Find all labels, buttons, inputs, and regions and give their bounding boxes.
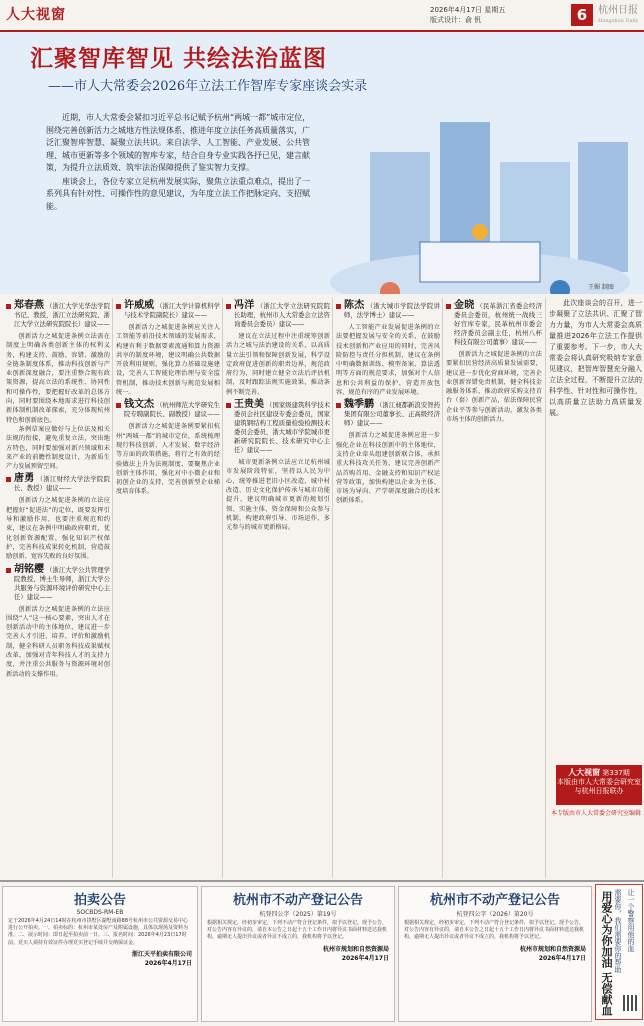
ad-date: 2026年4月17日 bbox=[538, 954, 586, 962]
body-paragraph: 条例草案应做好与上位法及相关法规的衔接，避免重复立法，突出地方特色，同时要加强对新兴领域和未来产业的前瞻性制度设计，为新质生产力发展预留空间。 bbox=[6, 425, 110, 471]
illustration-credit: 王媚 制图 bbox=[588, 284, 614, 291]
box-title: 人大视窗 bbox=[568, 768, 601, 777]
expert-name: 郑春燕 bbox=[14, 300, 45, 311]
body-paragraph: 创新活力之城促进条例应关注人工智能等前沿技术领域的发展需求，构建有利于数据要素流通和算力资源共享的制度环境，建议明确公共数据开放利用规则，强化算力基础设施建设，完善人工智能伦理治理与安全监管机制，推动技术创新与规范发展相统一。 bbox=[116, 324, 220, 397]
ad-number: SOCBDS-RM-EB bbox=[76, 909, 124, 916]
expert-heading bbox=[336, 400, 440, 428]
article-column bbox=[116, 298, 220, 878]
body-paragraph: 创新活力之城促进条例的立法应围绕“人”这一核心要素，突出人才在创新活动中的主体地位，建议进一步完善人才引进、培养、评价和激励机制，健全科研人员职务科技成果赋权改革，加强对青年科技人才的支持力度，并注重公共服务与资源环境对创新活动的支撑作用。 bbox=[6, 605, 110, 678]
body-paragraph: 建议在立法过程中注重统筹创新活力之城与法治建设的关系，以高质量立法引领和保障创新发展，科学设定政府促进创新的职责边界，规范政府行为，同时建立健全立法后评估机制，及时跟踪法规实施效果，推动条例不断完善。 bbox=[226, 333, 330, 396]
expert-title: （浙江大学立法研究院院长助理，杭州市人大常委会立法咨询委员会委员）建议—— bbox=[234, 302, 330, 328]
expert-heading bbox=[226, 400, 330, 455]
qr-code-icon bbox=[623, 995, 639, 1011]
lead-paragraph: 座谈会上，各位专家立足杭州发展实际，聚焦立法重点难点，提出了一系列具有针对性、可操作性的意见建议，为年度立法工作把脉定向、支招赋能。 bbox=[46, 176, 310, 211]
body-paragraph: 创新活力之城促进条例要紧扣杭州“两城一都”的城市定位，系统梳理现行科技创新、人才发展、数字经济等方面的政策措施，将行之有效的经验做法上升为法规制度，要聚焦企业创新主体作用，强化对中小微企业和初创企业的支持，完善创新型企业梯度培育体系。 bbox=[116, 423, 220, 496]
paper-name: 杭州日报 bbox=[598, 5, 638, 16]
expert-heading bbox=[6, 565, 110, 602]
expert-title: （浙江昶都新浪安智药集团有限公司董事长、正高级经济师）建议—— bbox=[344, 401, 440, 428]
issue-date: 2026年4月17日 星期五 bbox=[430, 6, 506, 14]
ad-text: 定于2026年4月24日14时在杭州市拱墅区湖墅南路88号杭州市公共资源交易中心进行公开拍卖。一、拍卖标的：杭州市某处房产及附属设施，具体以现场及资料为准。二、展示时间：即日起至拍卖前一日。三、报名时间：2026年4月23日17时前。竞买人须持有效证件办理竞买登记手续并交纳保证金。 bbox=[8, 918, 189, 946]
page-header bbox=[0, 0, 644, 32]
expert-name: 冯洋 bbox=[234, 300, 255, 311]
expert-title: （浙江大学光华法学院书记、教授，浙江立法研究院、浙江大学立法研究院院长）建议—— bbox=[14, 302, 110, 328]
expert-heading bbox=[336, 301, 440, 320]
expert-heading bbox=[226, 301, 330, 329]
expert-heading bbox=[116, 301, 220, 320]
headline-banner bbox=[0, 32, 644, 294]
ad-date: 2026年4月17日 bbox=[144, 959, 192, 967]
expert-name: 魏季鹏 bbox=[344, 399, 375, 411]
illustration bbox=[310, 112, 640, 294]
article-column bbox=[336, 298, 440, 878]
column-divider bbox=[442, 298, 443, 878]
body-paragraph: 城市更新条例立法应立足杭州城市发展阶段特征，坚持以人民为中心，统筹推进老旧小区改造、城中村改造、历史文化保护传承与城市功能提升，建议明确城市更新的规划引领、实施主体、资金保障和公众参与机制，构建政府引导、市场运作、多元参与的城市更新格局。 bbox=[226, 459, 330, 532]
ad-text: 根据相关规定，经初步审定，下列不动产符合登记条件，拟予以登记。现予公告，对公告内容有异议的，请自本公告之日起十五个工作日内将异议书面材料送达我机构。逾期无人提出异议或者异议不成立的，我机构将予以登记。 bbox=[207, 920, 388, 941]
layout-editor: 版式设计：俞 钒 bbox=[430, 16, 482, 24]
promo-line: 让一个警察用他的血 bbox=[627, 889, 635, 952]
ad-title: 拍卖公告 bbox=[73, 893, 126, 908]
ad-title: 杭州市不动产登记公告 bbox=[429, 893, 560, 908]
section-title: 人大视窗 bbox=[6, 7, 66, 23]
expert-name: 许威威 bbox=[124, 300, 155, 311]
ad-number: 杭登四公字（2025）第19号 bbox=[259, 911, 337, 918]
ads-strip bbox=[0, 880, 644, 1026]
expert-name: 唐勇 bbox=[14, 473, 35, 485]
box-issue: 第337期 bbox=[602, 769, 630, 777]
expert-title: （民革浙江省委会经济委员会委员，杭州统一战线三好宫库专家，民革杭州市委会经济委员会副主任，杭州八杯科技有限公司董事）建议—— bbox=[454, 302, 542, 346]
body-paragraph: 创新活力之城促进条例的立法应把握好“促进法”的定位，既要发挥引导和激励作用，也要注重规范和约束，建议在条例中明确政府职责，优化创新资源配置，强化知识产权保护，完善科技成果转化机制，营造鼓励创新、宽容失败的良好氛围。 bbox=[6, 497, 110, 561]
expert-title: （浙大城市学院法学院讲师，法学博士）建议—— bbox=[344, 302, 440, 319]
expert-name: 陈杰 bbox=[344, 300, 365, 311]
ad-text: 根据相关规定，经初步审定，下列不动产符合登记条件，拟予以登记。现予公告，对公告内容有异议的，请自本公告之日起十五个工作日内将异议书面材料送达我机构，逾期无人提出异议或者异议不成立的，我机构将予以登记。 bbox=[404, 920, 585, 941]
expert-title: （杭州师范大学研究生院专聘副院长、副教授）建议—— bbox=[124, 401, 220, 419]
box-note: 本版由市人大常委会研究室与杭州日报联办 bbox=[557, 778, 641, 795]
expert-name: 金晓 bbox=[454, 300, 475, 311]
column-divider bbox=[222, 298, 223, 878]
lead-paragraphs bbox=[46, 112, 316, 214]
expert-heading bbox=[116, 400, 220, 419]
expert-title: （国家级建筑科学技术委员会社区建设专委会委员，国家建筑钢结构工程质量检验检测技术委员会委员，浙大城市学院城市更新研究院院长、技术研究中心主任）建议—— bbox=[234, 401, 330, 455]
ad-signature: 浙江天平拍卖有限公司 bbox=[131, 950, 192, 958]
expert-title: （浙江财经大学法学院院长、教授）建议—— bbox=[14, 475, 110, 493]
article-column bbox=[446, 298, 542, 878]
ad-title: 杭州市不动产登记公告 bbox=[232, 893, 363, 908]
promo-slogan: 用爱心为你加油 无偿献血 bbox=[600, 891, 613, 1016]
expert-heading bbox=[6, 474, 110, 493]
body-paragraph: 人工智能产业发展促进条例的立法要把握发展与安全的关系，在鼓励技术创新和产业应用的同时，完善风险防控与责任分担机制，建议在条例中明确数据训练、模型备案、算法透明等方面的规范要求，加强对个人信息和公共利益的保护，营造开放包容、规范有序的产业发展环境。 bbox=[336, 324, 440, 397]
box-footer: 本专版由市人大常委会研究室编辑 bbox=[550, 810, 641, 817]
ad-number: 杭登四公字（2026）第20号 bbox=[456, 911, 534, 918]
expert-title: （浙江大学计算机科学与技术学院副院长）建议—— bbox=[124, 302, 220, 319]
expert-name: 王贵美 bbox=[234, 399, 265, 411]
article-column bbox=[226, 298, 330, 878]
column-box bbox=[556, 765, 642, 805]
article-column bbox=[549, 298, 642, 758]
expert-heading bbox=[6, 301, 110, 329]
expert-name: 钱文杰 bbox=[124, 399, 155, 411]
lead-paragraph: 近期，市人大常委会紧扣习近平总书记赋予杭州“两城一都”城市定位，围绕完善创新活力之城地方性法规体系、推进年度立法任务高质量落实，广泛汇聚智库智慧、凝聚立法共识。来自法学、人工智能、产业发展、公共管理、城市更新等多个领域的智库专家，结合自身专业实践各抒已见，建言献策，为提升立法质效、筑牢法治保障提供了鉴实智力支撑。 bbox=[46, 113, 311, 172]
body-paragraph: 创新活力之城促进条例的立法要紧扣民营经济高质量发展需要，建议进一步优化营商环境，完善企业创新容错免责机制，健全科技金融服务体系，推动政府采购支持首台（套）创新产品，依法保障民营企业平等参与创新活动，激发各类市场主体的创新活力。 bbox=[446, 351, 542, 424]
ad-signature: 杭州市规划和自然资源局 bbox=[519, 945, 586, 953]
body-paragraph: 创新活力之城促进条例立法需在制度上明确各类创新主体的权利义务，构建支持、鼓励、容错、激励的全链条制度体系，推动科技创新与产业创新深度融合，要注重整合现有政策资源，提高立法的系统性、协同性和可操作性，要把握好改革的总体方向，同时要围绕本地需求进行科技创新体制机制改革探索，充分体现杭州特色和创新底色。 bbox=[6, 333, 110, 424]
column-divider bbox=[545, 298, 546, 878]
column-divider bbox=[332, 298, 333, 878]
promo-line: 需要你，我们需要你的帮助 bbox=[614, 889, 622, 973]
subheadline: ——市人大常委会2026年立法工作智库专家座谈会实录 bbox=[48, 79, 368, 94]
registration-notice bbox=[201, 886, 395, 1022]
issue-meta bbox=[430, 5, 505, 25]
expert-name: 胡铭樱 bbox=[14, 563, 45, 575]
paper-name-en: Hangzhou Daily bbox=[598, 18, 639, 24]
closing-paragraph: 此次座谈会的召开，进一步凝聚了立法共识、汇聚了智力力量，为市人大常委会高质量推进2026年立法工作提供了重要参考。下一步，市人大常委会将认真研究吸纳专家意见建议，把智库智慧充分融入立法全过程，不断提升立法的科学性、针对性和可操作性，以高质量立法助力高质量发展。 bbox=[549, 299, 642, 417]
auction-notice bbox=[2, 886, 198, 1022]
body-paragraph: 创新活力之城促进条例应进一步强化企业在科技创新中的主体地位，支持企业牵头组建创新联合体，承担重大科技攻关任务，建议完善创新产品首购首用、金融支持和知识产权运营等政策，加快构建以企业为主体、市场为导向、产学研深度融合的技术创新体系。 bbox=[336, 432, 440, 505]
headline: 汇聚智库智见 共绘法治蓝图 bbox=[30, 45, 328, 72]
expert-heading bbox=[446, 301, 542, 347]
column-divider bbox=[112, 298, 113, 878]
public-service-ad bbox=[595, 884, 643, 1020]
newspaper-logo bbox=[598, 6, 638, 26]
page-number: 6 bbox=[571, 4, 593, 26]
registration-notice bbox=[398, 886, 592, 1022]
expert-title: （浙江大学公共管理学院教授、博士生导师，浙江大学公共服务与资源环境评价研究中心主任）建议—— bbox=[14, 565, 110, 601]
ad-date: 2026年4月17日 bbox=[341, 954, 389, 962]
ad-signature: 杭州市规划和自然资源局 bbox=[322, 945, 389, 953]
article-column bbox=[6, 298, 110, 878]
